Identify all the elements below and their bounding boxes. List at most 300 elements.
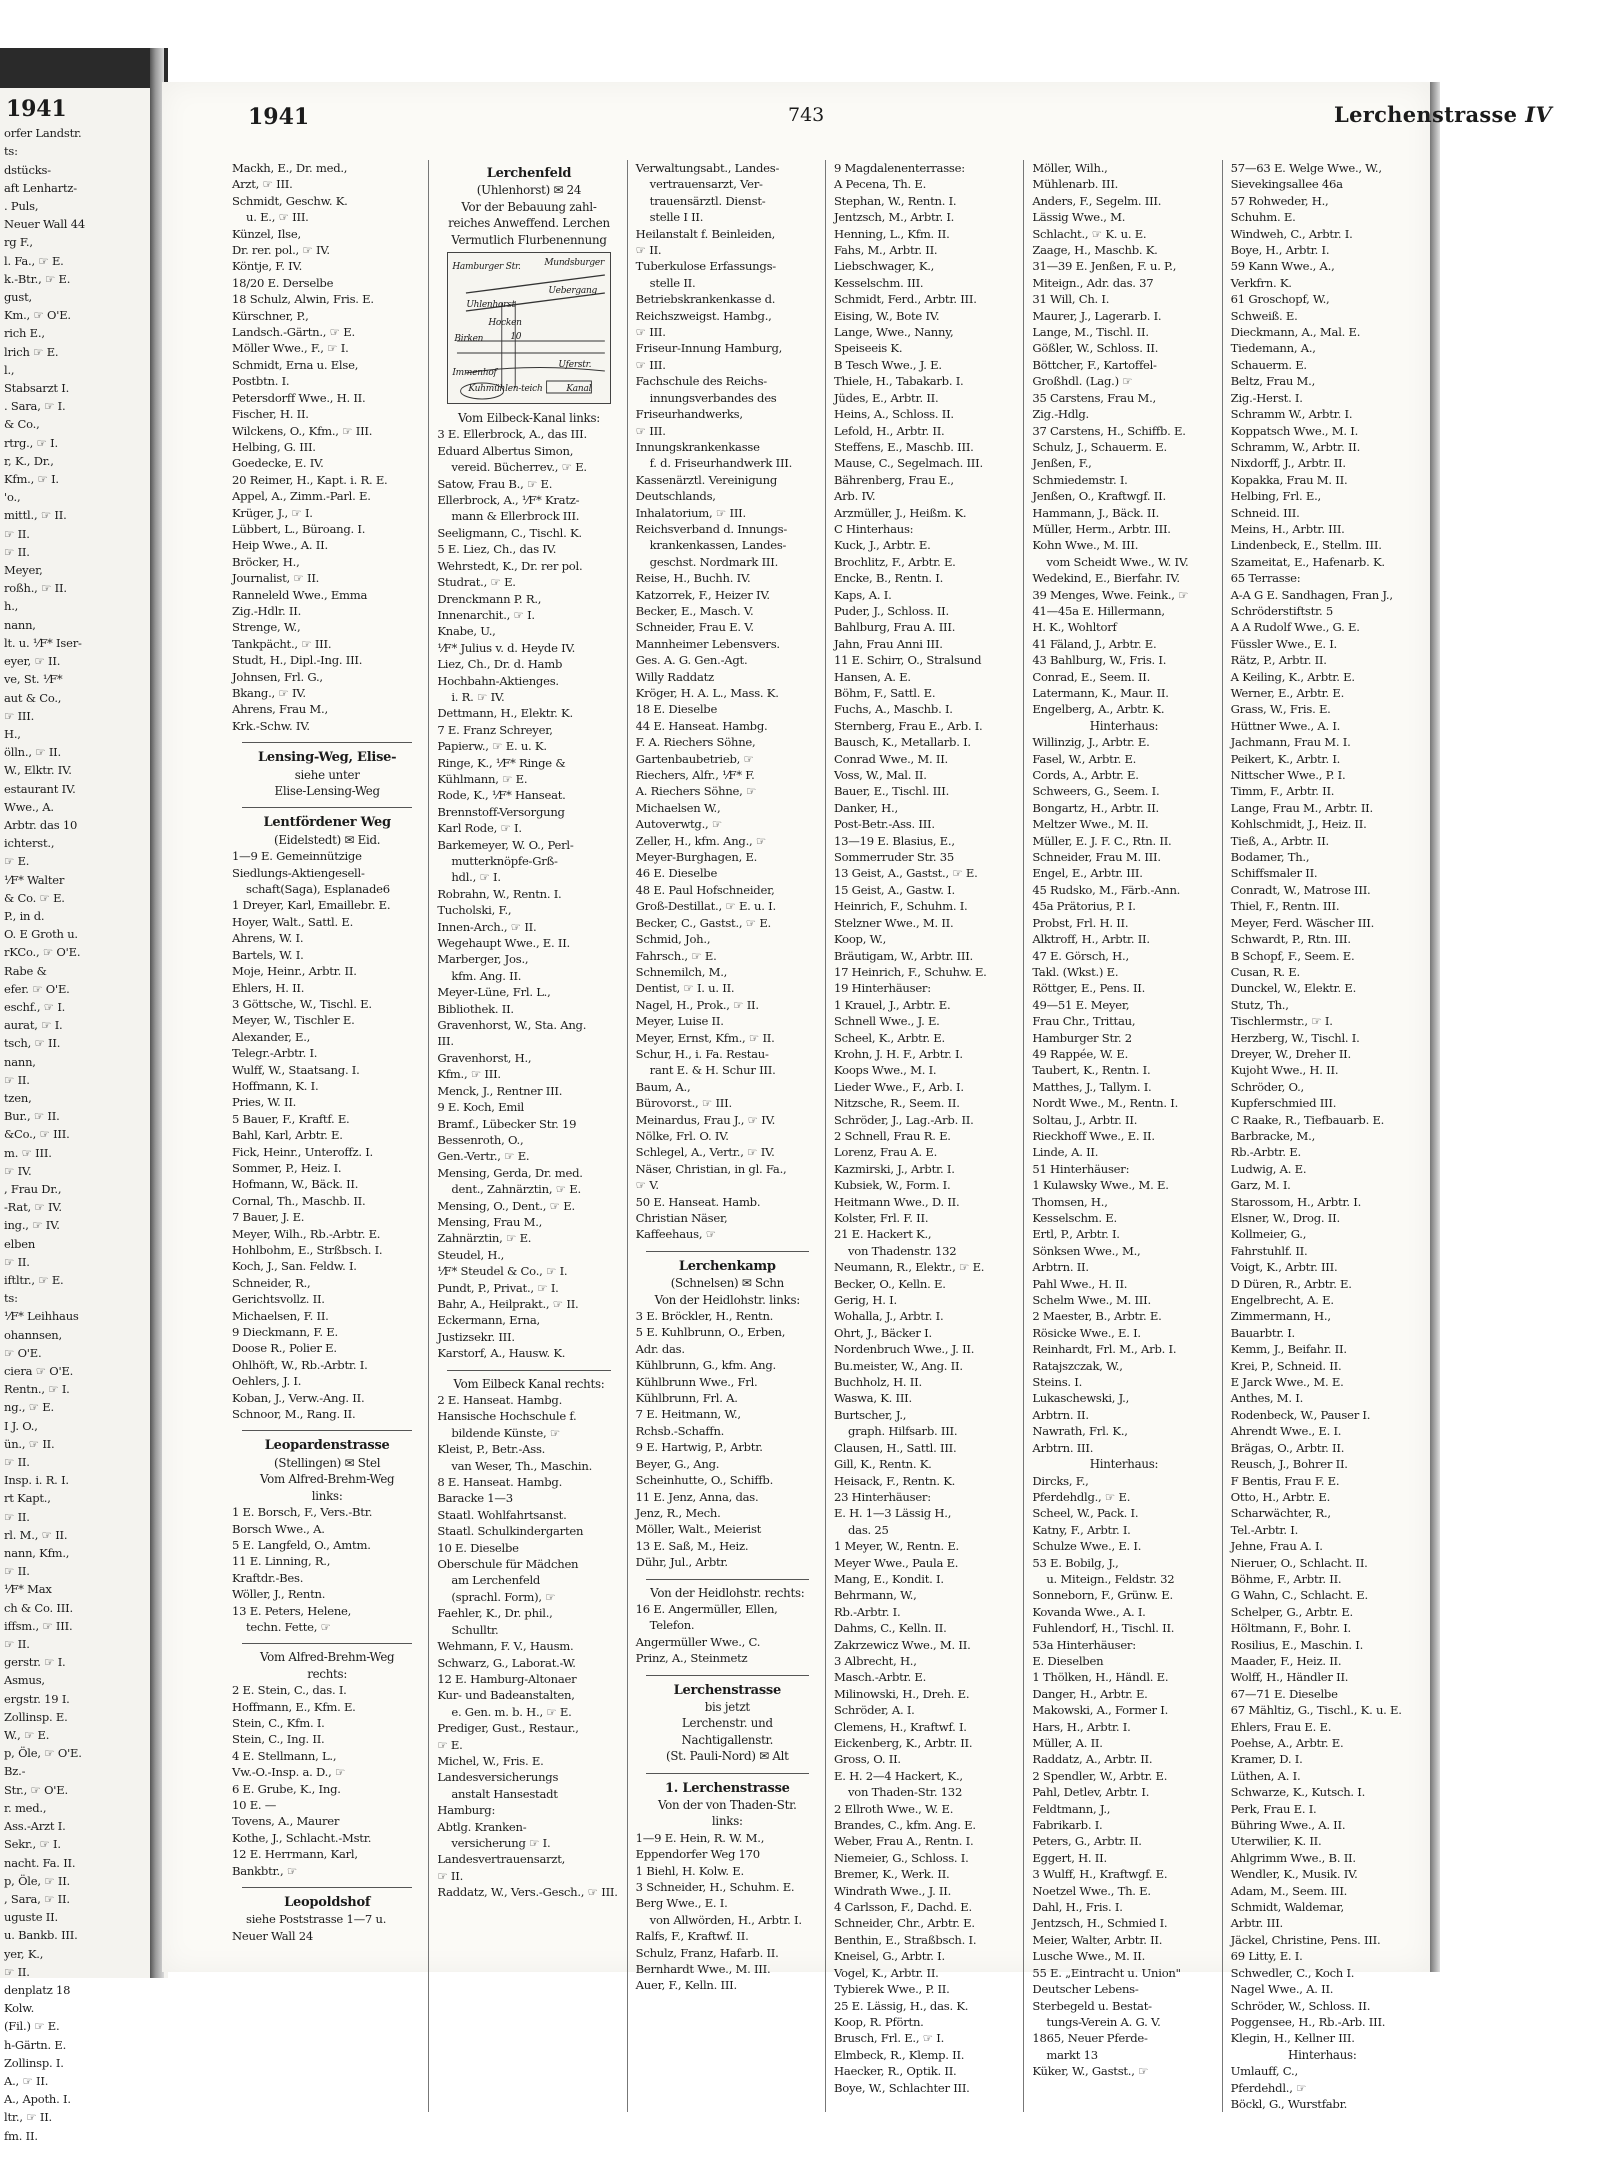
directory-entry: Speiseeis K.	[833, 341, 903, 356]
directory-entry: Zimmermann, H.,	[1230, 1309, 1331, 1324]
section-divider	[242, 807, 412, 809]
directory-entry: Voss, W., Mal. II.	[833, 768, 927, 783]
directory-entry: Vom Eilbeck Kanal rechts:	[453, 1376, 605, 1391]
fragment-line: nacht. Fa. II.	[4, 1855, 76, 1870]
directory-entry: Schröder, J., Lag.-Arb. II.	[833, 1112, 974, 1127]
directory-entry: Jentzsch, M., Arbtr. I.	[833, 210, 955, 225]
fragment-line: W., ☞ E.	[4, 1728, 50, 1743]
directory-entry: Weber, Frau A., Rentn. I.	[833, 1834, 974, 1849]
directory-entry: Schwarze, K., Kutsch. I.	[1230, 1785, 1366, 1800]
fragment-line: aurat, ☞ I.	[4, 1018, 63, 1033]
fragment-line: Bz.-	[4, 1764, 26, 1779]
directory-entry: (sprachl. Form), ☞	[451, 1589, 556, 1604]
directory-entry: Köntje, F. IV.	[232, 259, 303, 274]
directory-entry: Fachschule des Reichs-	[635, 374, 767, 389]
directory-entry: 67—71 E. Dieselbe	[1230, 1686, 1338, 1701]
directory-entry: Clausen, H., Sattl. III.	[833, 1440, 957, 1455]
directory-entry: Raddatz, W., Vers.-Gesch., ☞ III.	[437, 1885, 618, 1900]
directory-entry: 2 E. Hanseat. Hambg.	[437, 1393, 563, 1407]
directory-entry: 41 Fäland, J., Arbtr. E.	[1032, 636, 1157, 651]
directory-entry: Pries, W. II.	[232, 1095, 297, 1110]
directory-entry: 51 Hinterhäuser:	[1032, 1161, 1130, 1176]
directory-entry: ☞ II.	[635, 243, 662, 258]
directory-entry: siehe unter	[294, 767, 360, 782]
fragment-line: A., Apoth. I.	[4, 2092, 71, 2107]
directory-entry: 2 Maester, B., Arbtr. E.	[1032, 1309, 1162, 1324]
directory-entry: Appel, A., Zimm.-Parl. E.	[232, 489, 371, 504]
directory-entry: Brandes, C., kfm. Ang. E.	[833, 1818, 976, 1833]
fragment-line: rt Kapt.,	[4, 1491, 51, 1506]
directory-entry: Peters, G., Arbtr. II.	[1032, 1834, 1142, 1849]
directory-entry: Ohrt, J., Bäcker I.	[833, 1325, 932, 1340]
directory-entry: B Schopf, F., Seem. E.	[1230, 948, 1355, 963]
directory-entry: Conradt, W., Matrose III.	[1230, 882, 1371, 897]
directory-entry: 45 Rudsko, M., Färb.-Ann.	[1032, 882, 1181, 897]
fragment-line: ⅟F* Walter	[4, 872, 65, 887]
fragment-line: p, Öle, ☞ II.	[4, 1873, 71, 1888]
directory-entry: Berg Wwe., E. I.	[635, 1896, 728, 1911]
directory-entry: Stein, C., Ing. II.	[232, 1732, 325, 1747]
page-number: 743	[788, 104, 825, 126]
directory-entry: 12 E. Herrmann, Karl,	[232, 1847, 358, 1862]
directory-entry: Pahl Wwe., H. II.	[1032, 1276, 1128, 1291]
directory-entry: versicherung ☞ I.	[451, 1835, 551, 1850]
directory-entry: (Stellingen) ✉ Stel	[274, 1455, 381, 1470]
fragment-line: h-Gärtn. E.	[4, 2037, 67, 2052]
directory-entry: Ludwig, A. E.	[1230, 1161, 1307, 1176]
directory-entry: Engel, E., Arbtr. III.	[1032, 866, 1143, 881]
fragment-line: m. ☞ III.	[4, 1145, 52, 1160]
directory-entry: Wöller, J., Rentn.	[232, 1587, 326, 1602]
directory-entry: Krk.-Schw. IV.	[232, 718, 310, 733]
directory-entry: Schulz, Franz, Hafarb. II.	[635, 1945, 779, 1960]
directory-entry: 13 E. Peters, Helene,	[232, 1603, 352, 1618]
directory-entry: Wolff, H., Händler II.	[1230, 1670, 1349, 1685]
directory-entry: Kemm, J., Beifahr. II.	[1230, 1342, 1347, 1357]
directory-entry: 47 E. Görsch, H.,	[1032, 948, 1129, 963]
directory-entry: Gartenbaubetrieb, ☞	[635, 751, 754, 766]
directory-entry: Eising, W., Bote IV.	[833, 308, 940, 323]
directory-entry: Kühlbrunn, G., kfm. Ang.	[635, 1358, 776, 1373]
fragment-line: Str., ☞ O'E.	[4, 1782, 68, 1797]
directory-entry: Hansen, A. E.	[833, 669, 911, 684]
directory-entry: Elsner, W., Drog. II.	[1230, 1211, 1340, 1225]
directory-entry: i. R. ☞ IV.	[451, 689, 505, 704]
directory-entry: Krohn, J. H. F., Arbtr. I.	[833, 1046, 963, 1061]
directory-entry: Müller, A. II.	[1032, 1736, 1103, 1750]
directory-entry: Nordenbruch Wwe., J. II.	[833, 1342, 975, 1357]
section-divider	[646, 1579, 809, 1581]
directory-entry: 21 E. Hackert K.,	[833, 1227, 932, 1242]
directory-entry: Windweh, C., Arbtr. I.	[1230, 226, 1353, 241]
directory-entry: Heisack, F., Rentn. K.	[833, 1473, 956, 1488]
directory-entry: Nixdorff, J., Arbtr. II.	[1230, 456, 1346, 471]
directory-entry: Schmiedemstr. I.	[1032, 472, 1128, 487]
directory-entry: Cords, A., Arbtr. E.	[1032, 768, 1139, 783]
directory-entry: Gößler, W., Schloss. II.	[1032, 341, 1159, 356]
directory-entry: Landesvertrauensarzt,	[437, 1852, 566, 1867]
directory-entry: Rieckhoff Wwe., E. II.	[1032, 1128, 1155, 1143]
column-5	[1023, 160, 1221, 2112]
directory-entry: Schelm Wwe., M. III.	[1032, 1293, 1151, 1308]
directory-entry: Jenz, R., Mech.	[635, 1505, 721, 1520]
directory-entry: Arbtrn. III.	[1032, 1440, 1094, 1455]
directory-entry: Reichsverband d. Innungs-	[635, 521, 788, 536]
directory-entry: Lefold, H., Arbtr. II.	[833, 423, 945, 438]
directory-entry: 53a Hinterhäuser:	[1032, 1637, 1136, 1652]
directory-entry: Alktroff, H., Arbtr. II.	[1032, 932, 1150, 947]
directory-entry: Dühr, Jul., Arbtr.	[635, 1555, 728, 1570]
directory-entry: reiches Anweffend. Lerchen	[448, 216, 610, 231]
directory-entry: Eggert, H. II.	[1032, 1850, 1107, 1865]
directory-entry: 11 E. Linning, R.,	[232, 1554, 331, 1569]
directory-entry: 1 Dreyer, Karl, Emaillebr. E.	[232, 898, 391, 913]
fragment-line: Zollinsp. E.	[4, 1709, 68, 1724]
fragment-line: denplatz 18	[4, 1982, 71, 1997]
directory-entry: 9 Dieckmann, F. E.	[232, 1325, 338, 1340]
directory-entry: Jüdes, E., Arbtr. II.	[833, 390, 939, 405]
directory-entry: Pferdehdlg., ☞ E.	[1032, 1489, 1131, 1504]
directory-entry: 31 Will, Ch. I.	[1032, 292, 1110, 307]
directory-entry: Beltz, Frau M.,	[1230, 374, 1316, 389]
directory-entry: Klegin, H., Kellner III.	[1230, 2031, 1355, 2046]
directory-entry: mutterknöpfe-Grß-	[451, 854, 558, 868]
fragment-line: gerstr. ☞ I.	[4, 1655, 66, 1670]
directory-entry: Linde, A. II.	[1032, 1145, 1099, 1160]
directory-entry: Windrath Wwe., J. II.	[833, 1883, 952, 1898]
directory-entry: Schneider, R.,	[232, 1275, 311, 1290]
directory-entry: Hoyer, Walt., Sattl. E.	[232, 914, 354, 929]
directory-entry: Thiele, H., Tabakarb. I.	[833, 374, 964, 389]
street-heading: 1. Lerchenstrasse	[664, 1780, 790, 1796]
directory-entry: Nagel, H., Prok., ☞ II.	[635, 997, 759, 1012]
directory-entry: Hinterhaus:	[1089, 718, 1159, 733]
directory-entry: 65 Terrasse:	[1230, 571, 1301, 586]
directory-entry: Kohlschmidt, J., Heiz. II.	[1230, 817, 1367, 832]
directory-entry: 18 Schulz, Alwin, Fris. E.	[232, 292, 374, 307]
directory-entry: siehe Poststrasse 1—7 u.	[246, 1912, 387, 1927]
directory-entry: Vw.-O.-Insp. a. D., ☞	[232, 1765, 346, 1780]
directory-entry: Liebschwager, K.,	[833, 259, 935, 274]
directory-entry: 18/20 E. Derselbe	[232, 275, 334, 290]
fragment-line: iftltr., ☞ E.	[4, 1273, 64, 1287]
column-4	[825, 160, 1023, 2112]
directory-entry: 11 E. Jenz, Anna, das.	[635, 1489, 759, 1504]
directory-entry: Studrat., ☞ E.	[437, 575, 516, 590]
directory-entry: Dircks, F.,	[1032, 1473, 1089, 1488]
directory-entry: Tankpächt., ☞ III.	[232, 636, 332, 651]
directory-entry: Nölke, Frl. O. IV.	[635, 1128, 729, 1143]
fragment-line: I J. O.,	[4, 1418, 38, 1433]
directory-entry: Schmid, Joh.,	[635, 932, 711, 947]
fragment-line: ts:	[4, 144, 18, 159]
directory-entry: E. Dieselben	[1032, 1653, 1104, 1668]
directory-entry: Jachmann, Frau M. I.	[1230, 735, 1351, 750]
directory-entry: Uterwilier, K. II.	[1230, 1834, 1322, 1849]
directory-entry: Dunckel, W., Elektr. E.	[1230, 981, 1357, 996]
directory-entry: Eickenberg, K., Arbtr. II.	[833, 1736, 973, 1750]
directory-entry: Mensing, Frau M.,	[437, 1214, 543, 1229]
directory-entry: Poehse, A., Arbtr. E.	[1230, 1736, 1344, 1750]
fragment-line: ing., ☞ IV.	[4, 1218, 60, 1233]
directory-entry: Boye, H., Arbtr. I.	[1230, 243, 1330, 258]
directory-entry: Helbing, Frl. E.,	[1230, 489, 1321, 504]
fragment-line: efer. ☞ O'E.	[4, 981, 70, 996]
fragment-line: roßh., ☞ II.	[4, 581, 67, 596]
directory-entry: Pundt, P., Privat., ☞ I.	[437, 1280, 559, 1295]
directory-entry: 25 E. Lässig, H., das. K.	[833, 1998, 969, 2013]
directory-entry: 57—63 E. Welge Wwe., W.,	[1230, 161, 1382, 175]
directory-entry: Otto, H., Arbtr. E.	[1230, 1489, 1331, 1504]
directory-entry: Boye, W., Schlachter III.	[833, 2080, 970, 2095]
directory-entry: Baum, A.,	[635, 1079, 691, 1094]
directory-entry: Gravenhorst, H.,	[437, 1050, 532, 1065]
directory-entry: Postbtn. I.	[232, 374, 290, 389]
directory-entry: 8 E. Hanseat. Hambg.	[437, 1475, 563, 1490]
directory-entry: 48 E. Paul Hofschneider,	[635, 882, 775, 897]
directory-entry: Milinowski, H., Dreh. E.	[833, 1686, 970, 1701]
directory-entry: Fasel, W., Arbtr. E.	[1032, 751, 1137, 766]
directory-entry: Karl Rode, ☞ I.	[437, 821, 522, 836]
fragment-line: Neuer Wall 44	[4, 217, 85, 232]
directory-entry: Hamburg:	[437, 1803, 496, 1818]
directory-entry: Rätz, P., Arbtr. II.	[1230, 653, 1327, 668]
street-heading: Leopoldshof	[284, 1895, 371, 1911]
directory-entry: Meinardus, Frau J., ☞ IV.	[635, 1112, 776, 1127]
directory-entry: Moje, Heinr., Arbtr. II.	[232, 964, 357, 979]
directory-entry: Meier, Walter, Arbtr. II.	[1032, 1932, 1163, 1947]
directory-entry: ☞ V.	[635, 1178, 659, 1193]
directory-entry: Verkfrn. K.	[1230, 275, 1292, 290]
directory-entry: Brägas, O., Arbtr. II.	[1230, 1440, 1345, 1455]
directory-entry: 5 E. Langfeld, O., Amtm.	[232, 1537, 371, 1552]
directory-entry: Burtscher, J.,	[833, 1407, 907, 1422]
directory-entry: 7 E. Franz Schreyer,	[437, 722, 553, 737]
directory-entry: rant E. & H. Schur III.	[649, 1063, 776, 1078]
directory-entry: 41—45a E. Hillermann,	[1032, 603, 1165, 618]
directory-entry: 3 Wulff, H., Kraftwgf. E.	[1032, 1867, 1168, 1882]
directory-entry: B Tesch Wwe., J. E.	[833, 357, 942, 372]
directory-entry: Kaps, A. I.	[833, 587, 892, 602]
directory-entry: Schneider, Frau E. V.	[635, 620, 754, 635]
map-label: Uferstr.	[558, 360, 592, 371]
fragment-line: estaurant IV.	[4, 781, 76, 796]
directory-entry: das. 25	[847, 1522, 889, 1537]
directory-entry: 1—9 E. Gemeinnützige	[232, 849, 362, 864]
directory-entry: Meyer, Luise II.	[635, 1014, 724, 1029]
directory-entry: Müller, E. J. F. C., Rtn. II.	[1032, 833, 1172, 848]
directory-entry: 10 E. —	[232, 1798, 277, 1812]
directory-entry: Rb.-Arbtr. I.	[833, 1604, 901, 1619]
directory-entry: Schramm W., Arbtr. I.	[1230, 407, 1353, 422]
directory-entry: Rchsb.-Schaffn.	[635, 1423, 725, 1438]
directory-entry: trauensärztl. Dienst-	[649, 193, 766, 208]
directory-entry: Katny, F., Arbtr. I.	[1032, 1522, 1131, 1537]
directory-entry: Näser, Christian, in gl. Fa.,	[635, 1161, 787, 1176]
directory-entry: Hamburger Str. 2	[1032, 1030, 1132, 1045]
directory-entry: Anthes, M. I.	[1230, 1391, 1304, 1406]
directory-entry: Nordt Wwe., M., Rentn. I.	[1032, 1096, 1179, 1111]
directory-entry: Angermüller Wwe., C.	[635, 1634, 761, 1649]
directory-entry: Drenckmann P. R.,	[437, 591, 542, 606]
directory-entry: Bröcker, H.,	[232, 554, 300, 569]
directory-entry: Zakrzewicz Wwe., M. II.	[833, 1637, 971, 1652]
directory-entry: Hammann, J., Bäck. II.	[1032, 505, 1160, 520]
fragment-line: ☞ II.	[4, 1637, 30, 1652]
directory-entry: Engelberg, A., Arbtr. K.	[1032, 702, 1165, 717]
directory-entry: Eckermann, Erna,	[437, 1313, 540, 1328]
directory-entry: Jehne, Frau A. I.	[1230, 1539, 1323, 1554]
directory-entry: Conrad, E., Seem. II.	[1032, 669, 1151, 684]
fragment-line: nann,	[4, 617, 36, 632]
directory-entry: Lukaschewski, J.,	[1032, 1391, 1130, 1406]
directory-entry: 2 Schnell, Frau R. E.	[833, 1128, 951, 1143]
directory-entry: 35 Carstens, Frau M.,	[1032, 390, 1156, 405]
directory-entry: kfm. Ang. II.	[451, 968, 522, 983]
directory-entry: Schweiß. E.	[1230, 308, 1298, 323]
directory-entry: Makowski, A., Former I.	[1032, 1703, 1169, 1718]
directory-entry: Steffens, E., Maschb. III.	[833, 439, 974, 454]
directory-entry: Scheel, W., Pack. I.	[1032, 1506, 1139, 1521]
directory-entry: Füssler Wwe., E. I.	[1230, 636, 1337, 651]
directory-entry: Kopakka, Frau M. II.	[1230, 472, 1348, 487]
street-heading: Lerchenfeld	[486, 166, 572, 181]
directory-entry: 59 Kann Wwe., A.,	[1230, 259, 1335, 274]
fragment-line: orfer Landstr.	[4, 126, 82, 141]
directory-entry: C Hinterhaus:	[833, 521, 914, 536]
directory-entry: E Jarck Wwe., M. E.	[1230, 1375, 1344, 1390]
fragment-line: , Sara, ☞ II.	[4, 1891, 70, 1906]
directory-entry: Telefon.	[649, 1618, 695, 1633]
fragment-line: . Puls,	[4, 199, 39, 214]
directory-entry: Schlegel, A., Vertr., ☞ IV.	[635, 1145, 775, 1160]
directory-entry: 19 Hinterhäuser:	[833, 981, 931, 996]
directory-entry: Nachtigallenstr.	[681, 1732, 774, 1747]
directory-entry: 9 Magdalenenterrasse:	[833, 161, 965, 175]
directory-entry: Beyer, G., Ang.	[635, 1456, 720, 1471]
directory-entry: Gerig, H. I.	[833, 1293, 897, 1308]
directory-entry: Menck, J., Rentner III.	[437, 1083, 563, 1098]
fragment-line: elben	[4, 1236, 36, 1251]
directory-entry: Jahn, Frau Anni III.	[833, 636, 943, 651]
section-divider	[242, 742, 412, 744]
directory-entry: Innen-Arch., ☞ II.	[437, 919, 537, 934]
directory-entry: mann & Ellerbrock III.	[451, 509, 580, 524]
directory-entry: Lüthen, A. I.	[1230, 1768, 1301, 1783]
directory-entry: Schröder, A. I.	[833, 1703, 915, 1718]
fragment-line: gust,	[4, 290, 32, 305]
directory-entry: 6 E. Grube, K., Ing.	[232, 1781, 341, 1796]
directory-entry: Neuer Wall 24	[232, 1928, 313, 1943]
directory-entry: Küker, W., Gastst., ☞	[1032, 2064, 1149, 2079]
section-divider	[646, 1675, 809, 1677]
directory-entry: Schulz, J., Schauerm. E.	[1032, 439, 1167, 454]
directory-entry: Werner, E., Arbtr. E.	[1230, 686, 1345, 700]
directory-entry: Wegehaupt Wwe., E. II.	[437, 936, 570, 951]
fragment-line: Rabe &	[4, 963, 47, 978]
directory-entry: Hinterhaus:	[1288, 2047, 1357, 2062]
directory-entry: ⅟F* Julius v. d. Heyde IV.	[437, 640, 576, 655]
directory-entry: Autoverwtg., ☞	[635, 817, 723, 832]
fragment-line: ☞ II.	[4, 544, 30, 559]
directory-entry: Schweers, G., Seem. I.	[1032, 784, 1160, 799]
directory-entry: Bongartz, H., Arbtr. II.	[1032, 800, 1159, 815]
column-3	[627, 160, 825, 2112]
directory-entry: Mause, C., Segelmach. III.	[833, 456, 983, 471]
directory-entry: am Lerchenfeld	[451, 1573, 541, 1588]
directory-entry: Mannheimer Lebensvers.	[635, 636, 780, 651]
directory-entry: Meltzer Wwe., M. II.	[1032, 817, 1149, 832]
directory-entry: Schelper, G., Arbtr. E.	[1230, 1604, 1353, 1619]
directory-entry: Gen.-Vertr., ☞ E.	[437, 1149, 530, 1164]
directory-entry: Strenge, W.,	[232, 620, 301, 635]
directory-entry: bis jetzt	[704, 1699, 750, 1714]
fragment-line: . Sara, ☞ I.	[4, 399, 66, 414]
directory-entry: Schnell Wwe., J. E.	[833, 1014, 940, 1029]
fragment-line: Stabsarzt I.	[4, 381, 70, 396]
directory-entry: Hohlbohm, E., Strßbsch. I.	[232, 1243, 383, 1257]
previous-page-fragment	[0, 96, 150, 2143]
section-divider	[242, 1430, 412, 1432]
directory-entry: Schneider, Frau M. III.	[1032, 850, 1161, 865]
directory-entry: Bodamer, Th.,	[1230, 850, 1310, 865]
directory-entry: Adr. das.	[635, 1341, 685, 1356]
directory-entry: Michel, W., Fris. E.	[437, 1753, 544, 1768]
directory-entry: Schmidt, Ferd., Arbtr. III.	[833, 292, 977, 307]
directory-entry: Koban, J., Verw.-Ang. II.	[232, 1390, 365, 1405]
directory-entry: ☞ II.	[437, 1868, 464, 1883]
directory-entry: 1 Meyer, W., Rentn. E.	[833, 1539, 959, 1554]
fragment-line: l. Fa., ☞ E.	[4, 253, 64, 268]
directory-entry: Reinhardt, Frl. M., Arb. I.	[1032, 1342, 1177, 1357]
fragment-line: ☞ III.	[4, 708, 35, 723]
directory-entry: Satow, Frau B., ☞ E.	[437, 476, 553, 491]
directory-entry: Waswa, K. III.	[833, 1391, 912, 1406]
directory-entry: 1 Thölken, H., Händl. E.	[1032, 1670, 1169, 1685]
directory-entry: Zahnärztin, ☞ E.	[437, 1231, 532, 1246]
directory-entry: 3 Albrecht, H.,	[833, 1653, 917, 1668]
directory-entry: Fuhlendorf, H., Tischl. II.	[1032, 1621, 1175, 1636]
directory-entry: Hofmann, W., Bäck. II.	[232, 1177, 359, 1192]
directory-entry: Arzt, ☞ III.	[232, 177, 293, 192]
directory-entry: Schmidt, Erna u. Else,	[232, 357, 359, 372]
directory-entry: Kürschner, P.,	[232, 308, 309, 323]
directory-entry: Böhm, F., Sattl. E.	[833, 686, 936, 700]
directory-entry: Ellerbrock, A., ⅟F* Kratz-	[437, 493, 580, 508]
fragment-line: O. E Groth u.	[4, 927, 78, 942]
directory-entry: Maurer, J., Lagerarb. I.	[1032, 308, 1162, 323]
street-heading: Leopardenstrasse	[264, 1438, 390, 1454]
directory-entry: Noetzel Wwe., Th. E.	[1032, 1883, 1151, 1898]
directory-columns	[230, 160, 1420, 2111]
directory-entry: Tieß, A., Arbtr. II.	[1230, 833, 1329, 848]
fragment-line: dstücks-	[4, 162, 51, 177]
lerchenfeld-map	[447, 252, 610, 404]
directory-entry: Krüger, J., ☞ I.	[232, 505, 313, 520]
directory-entry: Ranneleld Wwe., Emma	[232, 587, 368, 602]
directory-entry: 3 Schneider, H., Schuhm. E.	[635, 1880, 795, 1895]
directory-entry: Knabe, U.,	[437, 624, 496, 639]
directory-entry: Fabrikarb. I.	[1032, 1818, 1103, 1833]
directory-entry: Willinzig, J., Arbtr. E.	[1032, 735, 1150, 750]
directory-entry: Dieckmann, A., Mal. E.	[1230, 325, 1361, 340]
directory-entry: Becker, O., Kelln. E.	[833, 1276, 946, 1291]
fragment-line: ☞ II.	[4, 1509, 30, 1524]
directory-entry: Schuhm. E.	[1230, 210, 1296, 225]
directory-entry: Herzberg, W., Tischl. I.	[1230, 1030, 1360, 1045]
fragment-line: ts:	[4, 1291, 18, 1306]
directory-entry: links:	[711, 1814, 743, 1829]
